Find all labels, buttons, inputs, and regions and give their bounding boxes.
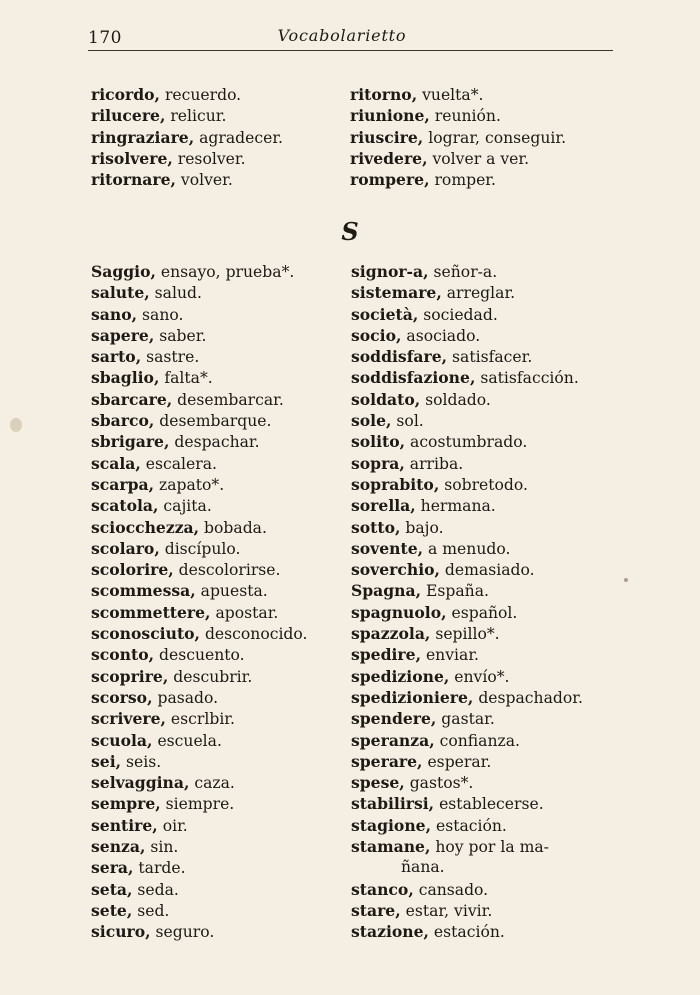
definition: apostar. [210,603,279,622]
headword: sbarco, [91,411,155,431]
headword: rivedere, [350,148,428,168]
definition: pasado. [152,688,219,707]
definition: lograr, conseguir. [423,128,567,147]
definition: despachador. [473,688,583,707]
dictionary-entry [91,644,307,665]
headword: scuola, [91,730,153,750]
definition: gastos*. [404,774,474,793]
headword: scoprire, [91,666,169,686]
dictionary-entry [351,857,583,878]
headword: spagnuolo, [351,602,447,622]
headword: spazzola, [351,624,431,644]
dictionary-entry [91,431,307,452]
dictionary-entry [91,169,283,190]
headword: soddisfare, [351,347,448,367]
dictionary-entry [91,623,307,644]
definition: desconocido. [199,625,308,644]
dictionary-entry [351,261,583,282]
dictionary-entry [351,644,583,665]
dictionary-entry [91,105,283,126]
definition: volver a ver. [427,149,530,168]
definition: estación. [428,923,505,942]
column-bottom-left [91,261,307,943]
definition: sed. [132,901,170,920]
paper-speck [624,578,628,582]
definition: confianza. [434,731,520,750]
definition: zapato*. [154,475,225,494]
definition: señor-a. [428,263,498,281]
headword: rilucere, [91,106,166,126]
headword: soprabito, [351,474,440,494]
dictionary-entry [91,325,307,346]
dictionary-entry [350,105,566,126]
definition: desembarcar. [172,390,284,409]
definition: gastar. [436,710,495,729]
dictionary-entry [351,623,583,644]
dictionary-entry [351,793,583,814]
definition: establecerse. [434,795,544,814]
dictionary-entry [91,410,307,431]
dictionary-entry [91,346,307,367]
dictionary-entry [351,538,583,559]
definition: envío*. [449,667,510,686]
definition: caza. [189,774,235,793]
dictionary-entry [351,580,583,601]
dictionary-entry [91,389,307,410]
definition: ensayo, prueba*. [155,263,295,281]
headword: speranza, [351,730,435,750]
definition: escuela. [152,731,222,750]
dictionary-entry [351,346,583,367]
dictionary-entry [351,517,583,538]
headword: spedizione, [351,666,450,686]
headword: scarpa, [91,474,155,494]
headword: ricordo, [91,85,160,104]
definition: arreglar. [441,284,516,303]
definition: satisfacción. [475,369,579,388]
headword: soldato, [351,389,421,409]
headword: stamane, [351,837,431,857]
dictionary-entry [91,127,283,148]
definition: tarde. [133,859,186,878]
headword: sentire, [91,815,158,835]
dictionary-entry [91,304,307,325]
dictionary-entry [91,559,307,580]
headword: sete, [91,900,133,920]
definition: romper. [429,171,497,190]
headword: stare, [351,900,401,920]
definition: salud. [149,284,202,303]
dictionary-entry [91,367,307,388]
definition: descubrir. [168,667,253,686]
dictionary-entry [351,751,583,772]
headword: sbaglio, [91,368,160,388]
headword: scrivere, [91,709,166,729]
headword: sempre, [91,794,161,814]
dictionary-entry [351,730,583,751]
definition: volver. [175,171,233,190]
definition: agradecer. [194,128,284,147]
dictionary-entry [91,815,307,836]
dictionary-entry [351,602,583,623]
dictionary-entry [350,84,566,105]
definition: esperar. [422,752,492,771]
definition: cansado. [413,880,489,899]
dictionary-entry [91,879,307,900]
definition: sin. [145,838,179,857]
headword: sbrigare, [91,432,170,452]
dictionary-entry [351,772,583,793]
definition: sociedad. [418,305,498,324]
dictionary-entry [91,857,307,878]
headword: salute, [91,283,150,303]
headword: scommessa, [91,581,196,601]
headword: seta, [91,879,133,899]
dictionary-entry [351,367,583,388]
dictionary-entry [91,453,307,474]
definition: seda. [132,880,179,899]
headword: spedire, [351,645,421,665]
headword: sorella, [351,496,416,516]
headword: socio, [351,325,402,345]
headword: risolvere, [91,148,173,168]
dictionary-entry [91,580,307,601]
headword: scolorire, [91,560,174,580]
headword: scorso, [91,687,153,707]
headword: ritornare, [91,170,176,190]
definition: sepillo*. [430,625,500,644]
definition: satisfacer. [447,348,533,367]
definition: enviar. [421,646,480,665]
definition: sano. [137,305,184,324]
definition: falta*. [159,369,213,388]
headword: sera, [91,858,134,878]
dictionary-entry [351,921,583,942]
page-number: 170 [88,28,122,48]
column-bottom-right [351,261,583,943]
dictionary-entry [351,815,583,836]
headword: sei, [91,751,122,771]
definition: sobretodo. [439,475,528,494]
dictionary-entry [351,666,583,687]
definition: acostumbrado. [405,433,528,452]
definition: sol. [391,412,424,431]
section-letter-heading: S [341,217,359,246]
dictionary-entry [91,687,307,708]
definition: español. [446,603,518,622]
dictionary-entry [351,474,583,495]
definition: apuesta. [195,582,268,601]
dictionary-entry [351,836,583,857]
paper-stain [10,418,22,432]
dictionary-entry [351,431,583,452]
headword: spedizioniere, [351,687,474,707]
headword: signor-a, [351,262,429,281]
headword: riunione, [350,106,430,126]
dictionary-entry [91,84,283,105]
dictionary-entry [91,708,307,729]
dictionary-entry [351,495,583,516]
headword: sovente, [351,538,424,558]
headword: ritorno, [350,85,418,104]
dictionary-entry [351,559,583,580]
headword: scolaro, [91,538,160,558]
definition: España. [421,582,489,601]
dictionary-entry [91,836,307,857]
running-title: Vocabolarietto [277,26,407,45]
definition: soldado. [420,390,491,409]
definition: desembarque. [154,412,272,431]
definition: escalera. [140,454,217,473]
definition: vuelta*. [417,86,484,104]
definition: sastre. [141,348,200,367]
headword: Spagna, [351,581,422,601]
headword: sistemare, [351,283,442,303]
dictionary-entry [350,169,566,190]
headword: sotto, [351,517,401,537]
dictionary-entry [351,389,583,410]
definition: descolorirse. [173,561,281,580]
headword: stabilirsi, [351,794,435,814]
definition: reunión. [429,107,501,126]
headword: sperare, [351,751,423,771]
definition: siempre. [160,795,235,814]
headword: stazione, [351,922,429,942]
dictionary-entry [91,538,307,559]
definition: relicur. [165,107,227,126]
dictionary-entry [91,751,307,772]
dictionary-entry [351,900,583,921]
dictionary-entry [91,474,307,495]
headword: sconosciuto, [91,624,200,644]
headword: spendere, [351,709,437,729]
column-top-left [91,84,283,190]
dictionary-entry [351,453,583,474]
headword: sapere, [91,325,155,345]
headword: sarto, [91,347,142,367]
dictionary-entry [91,602,307,623]
definition: demasiado. [439,561,535,580]
headword: selvaggina, [91,773,190,793]
dictionary-entry [91,772,307,793]
headword: sbarcare, [91,389,173,409]
headword: stagione, [351,815,432,835]
definition: estar, vivir. [400,901,493,920]
definition: discípulo. [159,539,241,558]
definition: cajita. [158,497,212,516]
definition: arriba. [404,454,464,473]
definition: bajo. [400,518,444,537]
header-rule [88,50,613,51]
dictionary-entry [91,517,307,538]
definition: despachar. [169,433,260,452]
headword: spese, [351,773,405,793]
dictionary-entry [91,148,283,169]
definition: seguro. [150,923,215,942]
dictionary-entry [351,410,583,431]
headword: sciocchezza, [91,517,200,537]
dictionary-entry [91,666,307,687]
definition: saber. [154,326,207,345]
column-top-right [350,84,566,190]
definition: escrlbir. [165,710,235,729]
headword: Saggio, [91,262,156,281]
dictionary-entry [351,687,583,708]
definition: seis. [121,752,162,771]
headword: soverchio, [351,560,440,580]
headword: riuscire, [350,127,424,147]
headword: scala, [91,453,141,473]
headword: soddisfazione, [351,368,476,388]
dictionary-entry [351,708,583,729]
headword: sicuro, [91,922,151,942]
headword: scatola, [91,496,159,516]
dictionary-entry [91,282,307,303]
headword: sole, [351,411,392,431]
definition: hoy por la ma- [430,838,549,857]
headword: sconto, [91,645,155,665]
dictionary-entry [351,304,583,325]
dictionary-entry [350,127,566,148]
definition: descuento. [154,646,245,665]
dictionary-entry [91,495,307,516]
definition: a menudo. [423,539,511,558]
headword: società, [351,304,419,324]
headword: rompere, [350,170,430,190]
dictionary-entry [91,921,307,942]
headword: senza, [91,837,146,857]
dictionary-entry [351,282,583,303]
definition: estación. [431,816,507,835]
headword: ringraziare, [91,127,195,147]
definition: asociado. [401,326,481,345]
definition: recuerdo. [159,86,242,104]
definition: hermana. [415,497,496,516]
dictionary-entry [91,793,307,814]
dictionary-entry [351,325,583,346]
dictionary-entry [351,879,583,900]
definition: bobada. [199,518,267,537]
dictionary-entry [350,148,566,169]
headword: stanco, [351,879,414,899]
dictionary-entry [91,900,307,921]
headword: sano, [91,304,138,324]
definition: ñana. [401,858,445,877]
headword: sopra, [351,453,405,473]
definition: resolver. [172,149,246,168]
headword: solito, [351,432,406,452]
definition: oir. [157,816,188,835]
headword: scommettere, [91,602,211,622]
dictionary-entry [91,730,307,751]
dictionary-entry [91,261,307,282]
